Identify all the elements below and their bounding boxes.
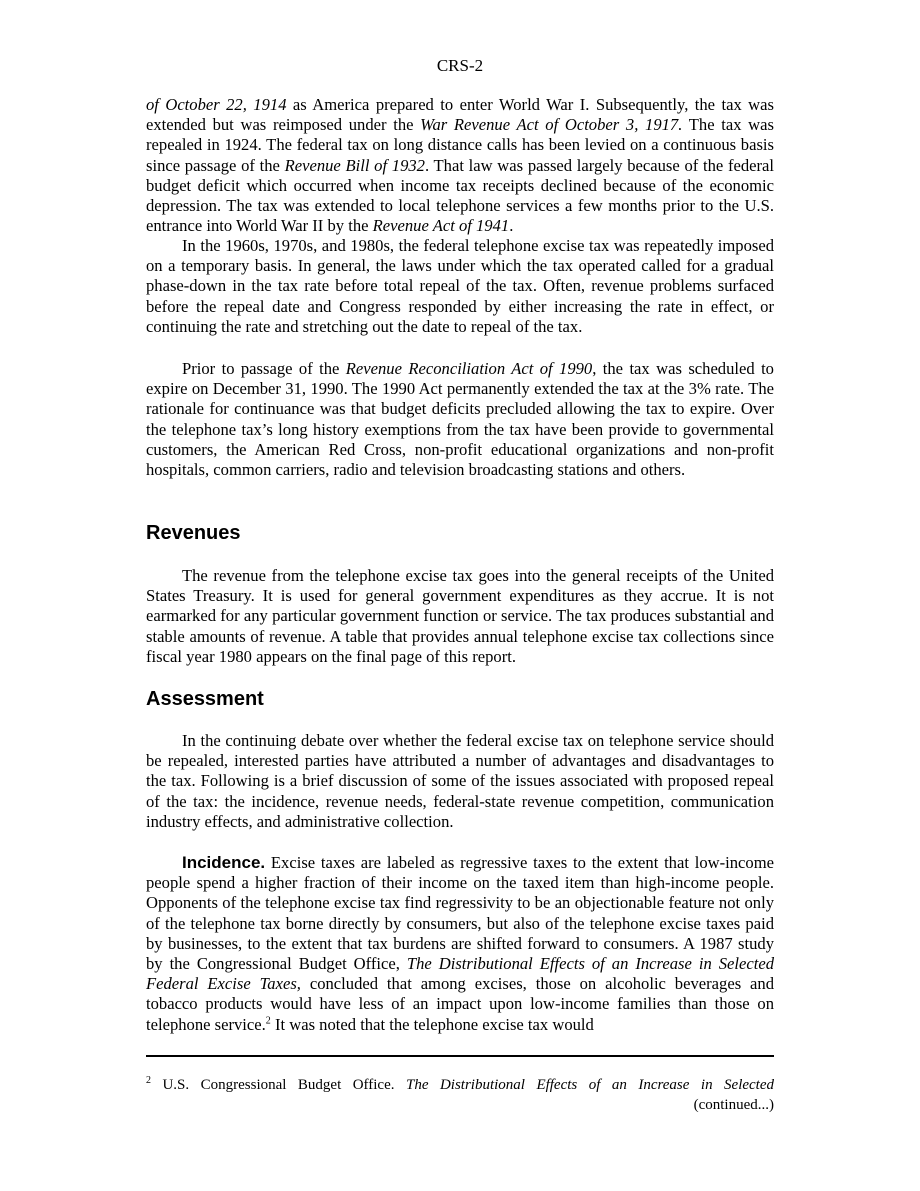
italic-title: of October 22, 1914 xyxy=(146,95,287,114)
italic-title: Revenue Bill of 1932 xyxy=(284,155,425,175)
footnote-ref: 2 xyxy=(265,1015,271,1027)
text-run: It was noted that the telephone excise tax would xyxy=(270,1014,594,1034)
paragraph xyxy=(146,95,774,236)
paragraph xyxy=(146,731,774,832)
footnote-text: U.S. Congressional Budget Office. xyxy=(151,1077,406,1093)
footnote xyxy=(146,1075,774,1115)
paragraph xyxy=(146,236,774,337)
section-heading-revenues: Revenues xyxy=(146,522,241,544)
text-run: as America prepared to enter World War I. Subsequently, the tax was extended but was reimposed under the xyxy=(146,95,774,135)
text-run: . That law was passed largely because of the federal budget deficit which occurred when income tax receipts declined because of the economic depression. The tax was extended to local telephone services a few months prior to the U.S. entrance into World War II by the xyxy=(146,155,775,236)
italic-title: War Revenue Act of October 3, 1917. xyxy=(420,115,683,135)
text-run: In the 1960s, 1970s, and 1980s, the federal telephone excise tax was repeatedly imposed on a temporary basis. In general, the laws under which the tax operated called for a gradual phase-down in the tax rate before total repeal of the tax. Often, revenue problems surfaced before the repeal date and Congress responded by either increasing the rate in effect, or continuing the rate and stretching out the date to repeal of the tax. xyxy=(146,236,774,336)
text-run: Prior to passage of the xyxy=(182,359,346,378)
footnote-number: 2 xyxy=(146,1075,151,1086)
text-run: Excise taxes are labeled as regressive taxes to the extent that low-income people spend a higher fraction of their income on the taxed item than high-income people. Opponents of the telephone excise tax find regressivity to be an objectionable feature not only of the telephone tax borne directly by consumers, but also of the telephone excise taxes paid by businesses, to the extent that tax burdens are shifted forward to consumers. A 1987 study by the Congressional Budget Office, xyxy=(146,853,774,974)
text-run: , the tax was scheduled to expire on December 31, 1990. The 1990 Act permanently extended the tax at the 3% rate. The rationale for continuance was that budget deficits precluded allowing the tax to expire. Over the telephone tax’s long history exemptions from the tax have been provide to governmental customers, the American Red Cross, non-profit educational organizations and non-profit hospitals, common carriers, radio and television broadcasting stations and others. xyxy=(146,359,774,480)
text-run: The revenue from the telephone excise tax goes into the general receipts of the United States Treasury. It is used for general government expenditures as they accrue. It is not earmarked for any particular government function or service. The tax produces substantial and stable amounts of revenue. A table that provides annual telephone excise tax collections since fiscal year 1980 appears on the final page of this report. xyxy=(146,566,774,666)
text-run: concluded that among excises, those on alcoholic beverages and tobacco products would have less of an impact upon low-income families than those on telephone service. xyxy=(146,974,774,1034)
page-header: CRS-2 xyxy=(436,56,484,75)
footnote-divider xyxy=(146,1055,774,1057)
footnote-continued: (continued...) xyxy=(693,1097,774,1113)
text-run: The tax was repealed in 1924. The federal tax on long distance calls has been levied on a continuous basis since passage of the xyxy=(146,115,774,175)
run-in-heading: Incidence. xyxy=(182,853,266,872)
paragraph xyxy=(146,359,774,480)
text-run: In the continuing debate over whether the federal excise tax on telephone service should be repealed, interested parties have attributed a number of advantages and disadvantages to the tax. Following is a brief discussion of some of the issues associated with proposed repeal of the tax: the incidence, revenue needs, federal-state revenue competition, communication industry effects, and administrative collection. xyxy=(146,731,774,831)
text-run: . xyxy=(509,216,514,236)
paragraph xyxy=(146,853,774,1035)
italic-title: Revenue Act of 1941 xyxy=(372,216,510,236)
section-heading-assessment: Assessment xyxy=(146,688,264,710)
italic-title: The Distributional Effects of an Increase in Selected Federal Excise Taxes, xyxy=(146,954,774,994)
footnote-title: The Distributional Effects of an Increase in Selected xyxy=(405,1077,775,1093)
footnote-line xyxy=(146,1075,774,1095)
italic-title: Revenue Reconciliation Act of 1990 xyxy=(345,359,593,378)
paragraph xyxy=(146,566,774,667)
